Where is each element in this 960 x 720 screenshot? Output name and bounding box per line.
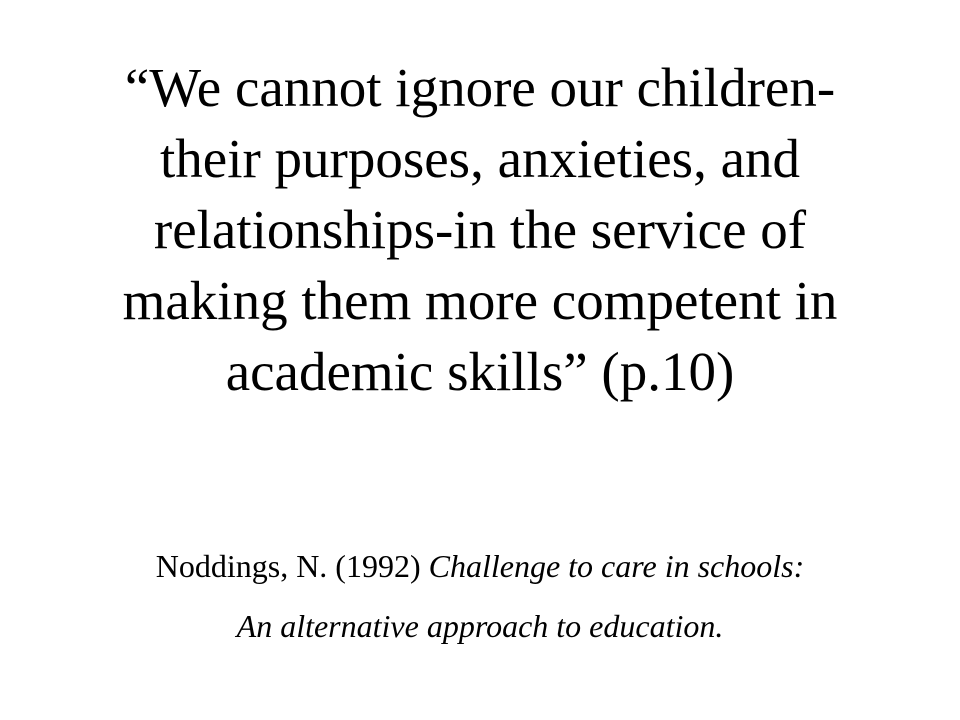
quote-block xyxy=(60,52,900,407)
citation-line-1 xyxy=(40,536,920,596)
citation-block xyxy=(40,536,920,656)
quote-line-4: making them more competent in xyxy=(122,270,838,331)
quote-line-3: relationships-in the service of xyxy=(153,199,807,260)
citation-title-part2: An alternative approach to education. xyxy=(236,608,724,644)
quote-line-2: their purposes, anxieties, and xyxy=(160,128,800,189)
citation-author-year: Noddings, N. (1992) xyxy=(155,548,429,584)
citation-title-part1: Challenge to care in schools: xyxy=(428,548,805,584)
quote-line-1: “We cannot ignore our children- xyxy=(124,57,836,118)
quote-line-5: academic skills” (p.10) xyxy=(225,341,735,402)
